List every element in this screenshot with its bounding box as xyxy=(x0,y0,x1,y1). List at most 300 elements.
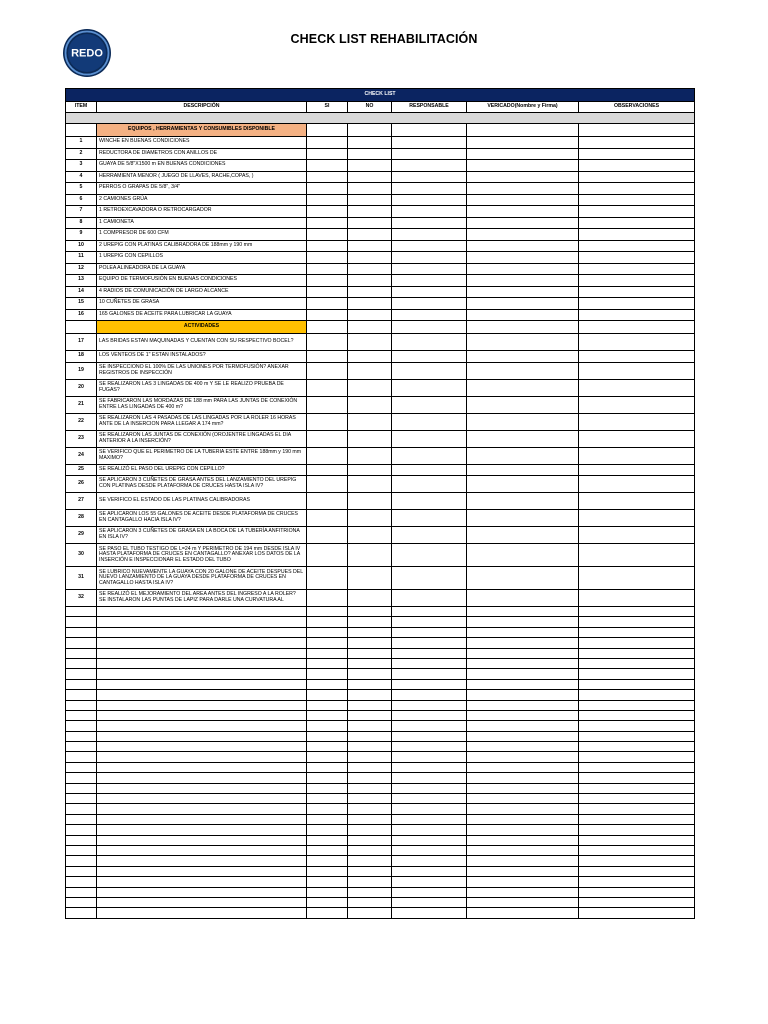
si-checkbox-cell[interactable] xyxy=(307,240,348,252)
no-checkbox-cell[interactable] xyxy=(348,413,392,430)
responsable-cell[interactable] xyxy=(392,148,467,160)
observaciones-cell[interactable] xyxy=(579,148,695,160)
verificado-cell[interactable] xyxy=(467,275,579,287)
empty-cell[interactable] xyxy=(579,783,695,793)
empty-cell[interactable] xyxy=(348,690,392,700)
no-checkbox-cell[interactable] xyxy=(348,430,392,447)
empty-cell[interactable] xyxy=(66,731,97,741)
responsable-cell[interactable] xyxy=(392,252,467,264)
responsable-cell[interactable] xyxy=(392,137,467,149)
si-checkbox-cell[interactable] xyxy=(307,263,348,275)
si-checkbox-cell[interactable] xyxy=(307,544,348,567)
empty-cell[interactable] xyxy=(97,794,307,804)
empty-cell[interactable] xyxy=(579,856,695,866)
empty-cell[interactable] xyxy=(66,877,97,887)
responsable-cell[interactable] xyxy=(392,476,467,493)
empty-cell[interactable] xyxy=(348,617,392,627)
si-checkbox-cell[interactable] xyxy=(307,362,348,379)
si-checkbox-cell[interactable] xyxy=(307,160,348,172)
empty-cell[interactable] xyxy=(97,804,307,814)
si-checkbox-cell[interactable] xyxy=(307,396,348,413)
responsable-cell[interactable] xyxy=(392,334,467,351)
observaciones-cell[interactable] xyxy=(579,229,695,241)
empty-cell[interactable] xyxy=(66,783,97,793)
empty-cell[interactable] xyxy=(467,638,579,648)
no-checkbox-cell[interactable] xyxy=(348,171,392,183)
empty-cell[interactable] xyxy=(467,835,579,845)
observaciones-cell[interactable] xyxy=(579,493,695,510)
empty-cell[interactable] xyxy=(579,762,695,772)
responsable-cell[interactable] xyxy=(392,217,467,229)
empty-cell[interactable] xyxy=(392,897,467,907)
empty-cell[interactable] xyxy=(66,856,97,866)
empty-cell[interactable] xyxy=(467,804,579,814)
empty-cell[interactable] xyxy=(579,804,695,814)
empty-cell[interactable] xyxy=(579,700,695,710)
verificado-cell[interactable] xyxy=(467,590,579,607)
empty-cell[interactable] xyxy=(307,669,348,679)
empty-cell[interactable] xyxy=(579,814,695,824)
verificado-cell[interactable] xyxy=(467,137,579,149)
empty-cell[interactable] xyxy=(307,690,348,700)
empty-cell[interactable] xyxy=(348,721,392,731)
no-checkbox-cell[interactable] xyxy=(348,286,392,298)
empty-cell[interactable] xyxy=(579,690,695,700)
empty-cell[interactable] xyxy=(66,648,97,658)
empty-cell[interactable] xyxy=(97,638,307,648)
empty-cell[interactable] xyxy=(97,731,307,741)
empty-cell[interactable] xyxy=(467,877,579,887)
empty-cell[interactable] xyxy=(392,638,467,648)
observaciones-cell[interactable] xyxy=(579,286,695,298)
empty-cell[interactable] xyxy=(348,794,392,804)
no-checkbox-cell[interactable] xyxy=(348,160,392,172)
verificado-cell[interactable] xyxy=(467,334,579,351)
empty-cell[interactable] xyxy=(467,658,579,668)
empty-cell[interactable] xyxy=(97,700,307,710)
empty-cell[interactable] xyxy=(307,617,348,627)
empty-cell[interactable] xyxy=(467,908,579,918)
no-checkbox-cell[interactable] xyxy=(348,194,392,206)
verificado-cell[interactable] xyxy=(467,286,579,298)
si-checkbox-cell[interactable] xyxy=(307,137,348,149)
observaciones-cell[interactable] xyxy=(579,413,695,430)
si-checkbox-cell[interactable] xyxy=(307,379,348,396)
empty-cell[interactable] xyxy=(97,773,307,783)
empty-cell[interactable] xyxy=(467,617,579,627)
empty-cell[interactable] xyxy=(579,721,695,731)
verificado-cell[interactable] xyxy=(467,171,579,183)
empty-cell[interactable] xyxy=(467,794,579,804)
empty-cell[interactable] xyxy=(66,627,97,637)
verificado-cell[interactable] xyxy=(467,217,579,229)
empty-cell[interactable] xyxy=(467,690,579,700)
responsable-cell[interactable] xyxy=(392,396,467,413)
empty-cell[interactable] xyxy=(467,648,579,658)
observaciones-cell[interactable] xyxy=(579,194,695,206)
empty-cell[interactable] xyxy=(467,627,579,637)
empty-cell[interactable] xyxy=(97,669,307,679)
verificado-cell[interactable] xyxy=(467,194,579,206)
empty-cell[interactable] xyxy=(307,814,348,824)
no-checkbox-cell[interactable] xyxy=(348,510,392,527)
empty-cell[interactable] xyxy=(392,669,467,679)
empty-cell[interactable] xyxy=(66,835,97,845)
empty-cell[interactable] xyxy=(467,887,579,897)
verificado-cell[interactable] xyxy=(467,396,579,413)
verificado-cell[interactable] xyxy=(467,183,579,195)
empty-cell[interactable] xyxy=(579,825,695,835)
observaciones-cell[interactable] xyxy=(579,217,695,229)
empty-cell[interactable] xyxy=(307,825,348,835)
observaciones-cell[interactable] xyxy=(579,183,695,195)
observaciones-cell[interactable] xyxy=(579,252,695,264)
no-checkbox-cell[interactable] xyxy=(348,396,392,413)
empty-cell[interactable] xyxy=(392,721,467,731)
verificado-cell[interactable] xyxy=(467,309,579,321)
verificado-cell[interactable] xyxy=(467,298,579,310)
si-checkbox-cell[interactable] xyxy=(307,493,348,510)
verificado-cell[interactable] xyxy=(467,229,579,241)
si-checkbox-cell[interactable] xyxy=(307,476,348,493)
empty-cell[interactable] xyxy=(392,773,467,783)
empty-cell[interactable] xyxy=(348,627,392,637)
empty-cell[interactable] xyxy=(97,762,307,772)
empty-cell[interactable] xyxy=(392,710,467,720)
empty-cell[interactable] xyxy=(392,648,467,658)
empty-cell[interactable] xyxy=(579,627,695,637)
empty-cell[interactable] xyxy=(97,825,307,835)
empty-cell[interactable] xyxy=(467,814,579,824)
empty-cell[interactable] xyxy=(307,731,348,741)
verificado-cell[interactable] xyxy=(467,351,579,363)
responsable-cell[interactable] xyxy=(392,171,467,183)
observaciones-cell[interactable] xyxy=(579,590,695,607)
empty-cell[interactable] xyxy=(392,607,467,617)
empty-cell[interactable] xyxy=(467,721,579,731)
observaciones-cell[interactable] xyxy=(579,476,695,493)
empty-cell[interactable] xyxy=(392,825,467,835)
empty-cell[interactable] xyxy=(97,627,307,637)
responsable-cell[interactable] xyxy=(392,351,467,363)
empty-cell[interactable] xyxy=(392,752,467,762)
empty-cell[interactable] xyxy=(66,908,97,918)
observaciones-cell[interactable] xyxy=(579,137,695,149)
verificado-cell[interactable] xyxy=(467,413,579,430)
empty-cell[interactable] xyxy=(348,638,392,648)
empty-cell[interactable] xyxy=(307,773,348,783)
si-checkbox-cell[interactable] xyxy=(307,206,348,218)
empty-cell[interactable] xyxy=(467,783,579,793)
empty-cell[interactable] xyxy=(307,783,348,793)
no-checkbox-cell[interactable] xyxy=(348,275,392,287)
empty-cell[interactable] xyxy=(579,887,695,897)
verificado-cell[interactable] xyxy=(467,160,579,172)
empty-cell[interactable] xyxy=(66,887,97,897)
empty-cell[interactable] xyxy=(467,897,579,907)
responsable-cell[interactable] xyxy=(392,183,467,195)
si-checkbox-cell[interactable] xyxy=(307,590,348,607)
empty-cell[interactable] xyxy=(348,825,392,835)
observaciones-cell[interactable] xyxy=(579,510,695,527)
empty-cell[interactable] xyxy=(97,887,307,897)
no-checkbox-cell[interactable] xyxy=(348,351,392,363)
verificado-cell[interactable] xyxy=(467,567,579,590)
empty-cell[interactable] xyxy=(66,866,97,876)
empty-cell[interactable] xyxy=(66,897,97,907)
observaciones-cell[interactable] xyxy=(579,351,695,363)
verificado-cell[interactable] xyxy=(467,240,579,252)
empty-cell[interactable] xyxy=(348,814,392,824)
si-checkbox-cell[interactable] xyxy=(307,510,348,527)
si-checkbox-cell[interactable] xyxy=(307,217,348,229)
responsable-cell[interactable] xyxy=(392,263,467,275)
responsable-cell[interactable] xyxy=(392,160,467,172)
si-checkbox-cell[interactable] xyxy=(307,275,348,287)
empty-cell[interactable] xyxy=(392,866,467,876)
empty-cell[interactable] xyxy=(579,669,695,679)
empty-cell[interactable] xyxy=(579,710,695,720)
empty-cell[interactable] xyxy=(392,742,467,752)
si-checkbox-cell[interactable] xyxy=(307,447,348,464)
observaciones-cell[interactable] xyxy=(579,464,695,476)
no-checkbox-cell[interactable] xyxy=(348,476,392,493)
observaciones-cell[interactable] xyxy=(579,527,695,544)
empty-cell[interactable] xyxy=(579,658,695,668)
empty-cell[interactable] xyxy=(348,700,392,710)
empty-cell[interactable] xyxy=(392,887,467,897)
empty-cell[interactable] xyxy=(348,856,392,866)
empty-cell[interactable] xyxy=(467,679,579,689)
empty-cell[interactable] xyxy=(579,742,695,752)
responsable-cell[interactable] xyxy=(392,527,467,544)
no-checkbox-cell[interactable] xyxy=(348,137,392,149)
empty-cell[interactable] xyxy=(97,679,307,689)
empty-cell[interactable] xyxy=(66,607,97,617)
empty-cell[interactable] xyxy=(348,835,392,845)
empty-cell[interactable] xyxy=(467,752,579,762)
no-checkbox-cell[interactable] xyxy=(348,148,392,160)
empty-cell[interactable] xyxy=(66,773,97,783)
no-checkbox-cell[interactable] xyxy=(348,309,392,321)
verificado-cell[interactable] xyxy=(467,476,579,493)
empty-cell[interactable] xyxy=(467,742,579,752)
empty-cell[interactable] xyxy=(348,679,392,689)
responsable-cell[interactable] xyxy=(392,464,467,476)
empty-cell[interactable] xyxy=(579,866,695,876)
empty-cell[interactable] xyxy=(579,617,695,627)
empty-cell[interactable] xyxy=(392,783,467,793)
empty-cell[interactable] xyxy=(66,762,97,772)
no-checkbox-cell[interactable] xyxy=(348,544,392,567)
no-checkbox-cell[interactable] xyxy=(348,252,392,264)
empty-cell[interactable] xyxy=(467,773,579,783)
no-checkbox-cell[interactable] xyxy=(348,493,392,510)
empty-cell[interactable] xyxy=(307,710,348,720)
empty-cell[interactable] xyxy=(467,762,579,772)
empty-cell[interactable] xyxy=(348,804,392,814)
empty-cell[interactable] xyxy=(97,845,307,855)
empty-cell[interactable] xyxy=(348,783,392,793)
si-checkbox-cell[interactable] xyxy=(307,567,348,590)
no-checkbox-cell[interactable] xyxy=(348,362,392,379)
no-checkbox-cell[interactable] xyxy=(348,206,392,218)
observaciones-cell[interactable] xyxy=(579,544,695,567)
empty-cell[interactable] xyxy=(348,773,392,783)
empty-cell[interactable] xyxy=(97,752,307,762)
empty-cell[interactable] xyxy=(467,607,579,617)
empty-cell[interactable] xyxy=(307,721,348,731)
verificado-cell[interactable] xyxy=(467,379,579,396)
si-checkbox-cell[interactable] xyxy=(307,171,348,183)
empty-cell[interactable] xyxy=(348,658,392,668)
responsable-cell[interactable] xyxy=(392,590,467,607)
empty-cell[interactable] xyxy=(307,845,348,855)
empty-cell[interactable] xyxy=(97,690,307,700)
empty-cell[interactable] xyxy=(392,679,467,689)
observaciones-cell[interactable] xyxy=(579,298,695,310)
empty-cell[interactable] xyxy=(97,648,307,658)
observaciones-cell[interactable] xyxy=(579,160,695,172)
empty-cell[interactable] xyxy=(307,835,348,845)
empty-cell[interactable] xyxy=(97,835,307,845)
empty-cell[interactable] xyxy=(467,866,579,876)
si-checkbox-cell[interactable] xyxy=(307,298,348,310)
no-checkbox-cell[interactable] xyxy=(348,298,392,310)
si-checkbox-cell[interactable] xyxy=(307,286,348,298)
empty-cell[interactable] xyxy=(66,742,97,752)
empty-cell[interactable] xyxy=(307,856,348,866)
no-checkbox-cell[interactable] xyxy=(348,527,392,544)
empty-cell[interactable] xyxy=(66,804,97,814)
empty-cell[interactable] xyxy=(392,856,467,866)
empty-cell[interactable] xyxy=(97,908,307,918)
si-checkbox-cell[interactable] xyxy=(307,464,348,476)
observaciones-cell[interactable] xyxy=(579,379,695,396)
empty-cell[interactable] xyxy=(307,877,348,887)
si-checkbox-cell[interactable] xyxy=(307,183,348,195)
no-checkbox-cell[interactable] xyxy=(348,447,392,464)
empty-cell[interactable] xyxy=(392,835,467,845)
no-checkbox-cell[interactable] xyxy=(348,379,392,396)
empty-cell[interactable] xyxy=(467,710,579,720)
no-checkbox-cell[interactable] xyxy=(348,567,392,590)
observaciones-cell[interactable] xyxy=(579,334,695,351)
empty-cell[interactable] xyxy=(579,752,695,762)
si-checkbox-cell[interactable] xyxy=(307,527,348,544)
empty-cell[interactable] xyxy=(348,669,392,679)
empty-cell[interactable] xyxy=(392,658,467,668)
empty-cell[interactable] xyxy=(348,752,392,762)
empty-cell[interactable] xyxy=(348,648,392,658)
empty-cell[interactable] xyxy=(392,804,467,814)
empty-cell[interactable] xyxy=(66,794,97,804)
empty-cell[interactable] xyxy=(467,700,579,710)
no-checkbox-cell[interactable] xyxy=(348,240,392,252)
empty-cell[interactable] xyxy=(307,679,348,689)
empty-cell[interactable] xyxy=(66,721,97,731)
empty-cell[interactable] xyxy=(348,866,392,876)
empty-cell[interactable] xyxy=(307,742,348,752)
empty-cell[interactable] xyxy=(97,866,307,876)
observaciones-cell[interactable] xyxy=(579,309,695,321)
empty-cell[interactable] xyxy=(348,742,392,752)
empty-cell[interactable] xyxy=(392,627,467,637)
empty-cell[interactable] xyxy=(467,825,579,835)
empty-cell[interactable] xyxy=(97,814,307,824)
empty-cell[interactable] xyxy=(579,908,695,918)
empty-cell[interactable] xyxy=(579,731,695,741)
empty-cell[interactable] xyxy=(579,648,695,658)
empty-cell[interactable] xyxy=(579,607,695,617)
empty-cell[interactable] xyxy=(392,794,467,804)
empty-cell[interactable] xyxy=(66,690,97,700)
empty-cell[interactable] xyxy=(348,762,392,772)
empty-cell[interactable] xyxy=(348,908,392,918)
responsable-cell[interactable] xyxy=(392,286,467,298)
responsable-cell[interactable] xyxy=(392,206,467,218)
responsable-cell[interactable] xyxy=(392,493,467,510)
empty-cell[interactable] xyxy=(579,845,695,855)
responsable-cell[interactable] xyxy=(392,447,467,464)
empty-cell[interactable] xyxy=(66,638,97,648)
verificado-cell[interactable] xyxy=(467,544,579,567)
observaciones-cell[interactable] xyxy=(579,396,695,413)
empty-cell[interactable] xyxy=(307,627,348,637)
si-checkbox-cell[interactable] xyxy=(307,252,348,264)
empty-cell[interactable] xyxy=(392,617,467,627)
empty-cell[interactable] xyxy=(307,752,348,762)
verificado-cell[interactable] xyxy=(467,447,579,464)
empty-cell[interactable] xyxy=(579,835,695,845)
si-checkbox-cell[interactable] xyxy=(307,229,348,241)
empty-cell[interactable] xyxy=(97,721,307,731)
verificado-cell[interactable] xyxy=(467,148,579,160)
verificado-cell[interactable] xyxy=(467,263,579,275)
responsable-cell[interactable] xyxy=(392,194,467,206)
responsable-cell[interactable] xyxy=(392,309,467,321)
responsable-cell[interactable] xyxy=(392,430,467,447)
responsable-cell[interactable] xyxy=(392,229,467,241)
observaciones-cell[interactable] xyxy=(579,447,695,464)
empty-cell[interactable] xyxy=(97,742,307,752)
empty-cell[interactable] xyxy=(307,648,348,658)
responsable-cell[interactable] xyxy=(392,362,467,379)
empty-cell[interactable] xyxy=(579,877,695,887)
observaciones-cell[interactable] xyxy=(579,240,695,252)
responsable-cell[interactable] xyxy=(392,298,467,310)
verificado-cell[interactable] xyxy=(467,430,579,447)
empty-cell[interactable] xyxy=(66,700,97,710)
si-checkbox-cell[interactable] xyxy=(307,309,348,321)
no-checkbox-cell[interactable] xyxy=(348,217,392,229)
empty-cell[interactable] xyxy=(66,814,97,824)
empty-cell[interactable] xyxy=(467,731,579,741)
empty-cell[interactable] xyxy=(97,710,307,720)
responsable-cell[interactable] xyxy=(392,275,467,287)
empty-cell[interactable] xyxy=(66,825,97,835)
verificado-cell[interactable] xyxy=(467,252,579,264)
empty-cell[interactable] xyxy=(467,845,579,855)
empty-cell[interactable] xyxy=(348,845,392,855)
verificado-cell[interactable] xyxy=(467,464,579,476)
verificado-cell[interactable] xyxy=(467,527,579,544)
empty-cell[interactable] xyxy=(307,908,348,918)
si-checkbox-cell[interactable] xyxy=(307,334,348,351)
empty-cell[interactable] xyxy=(579,638,695,648)
empty-cell[interactable] xyxy=(97,877,307,887)
empty-cell[interactable] xyxy=(348,897,392,907)
